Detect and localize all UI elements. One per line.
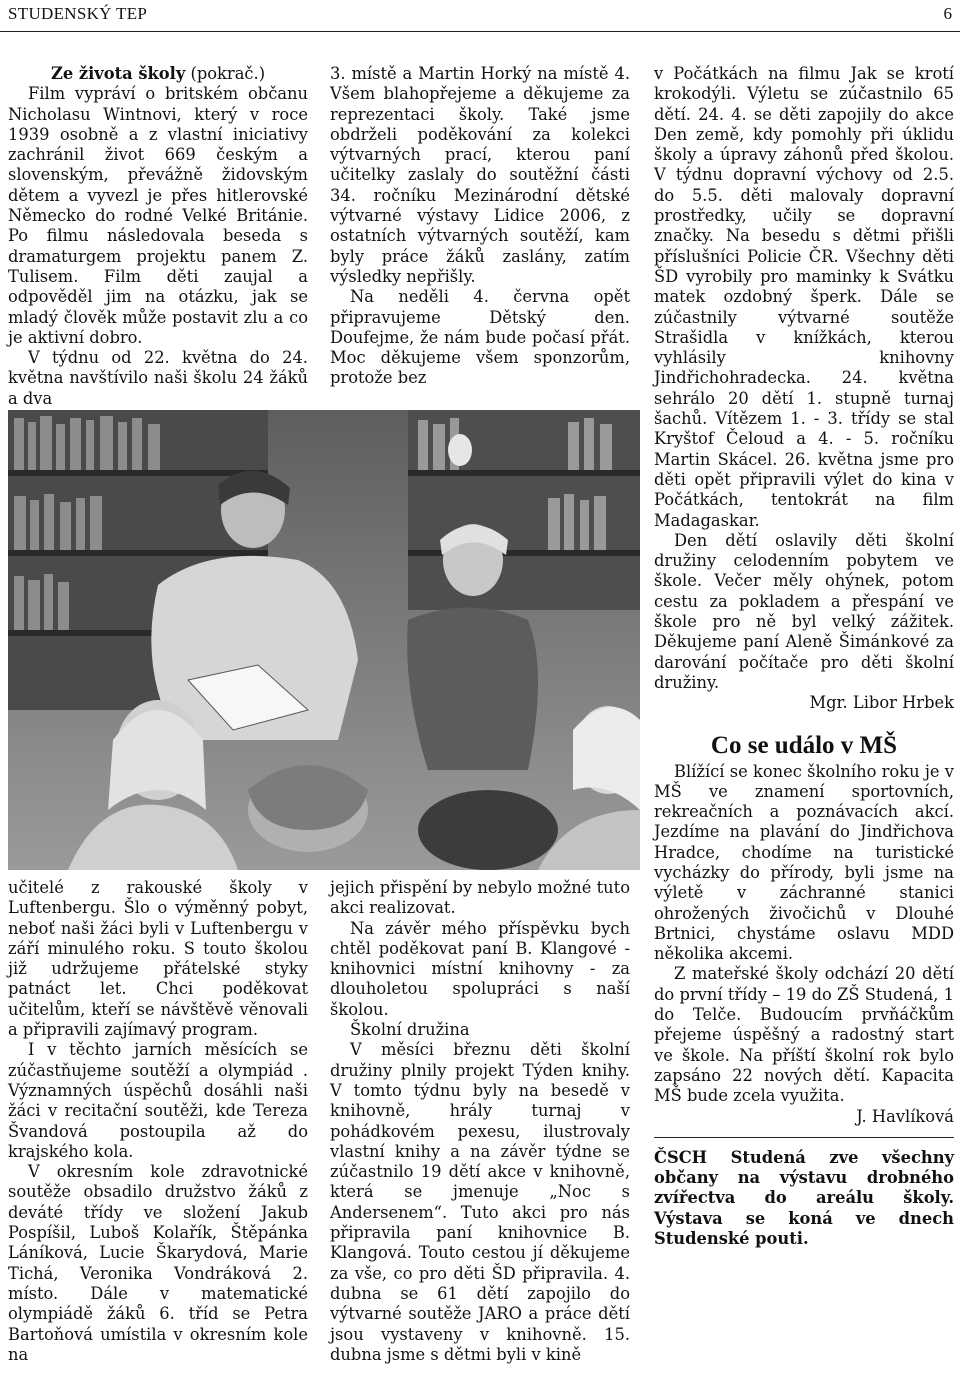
paragraph: Blížící se konec školního roku je v MŠ ve znamení sportovních, rekreačních a poznávacích akcí. Jezdíme na plavání do Jindřichova Hradce, chodíme na turistické vycházky do přírody, byli jsme na výletě v záchranné stanici ohrožených živočichů v Dlouhé Brtnici, chystáme oslavu MDD několika akcemi. (654, 761, 954, 964)
column-2-bottom (330, 878, 630, 1365)
article-heading-ms: Co se událo v MŠ (710, 731, 898, 759)
column-1-bottom (8, 878, 308, 1365)
page-header (0, 0, 960, 32)
newsletter-title: STUDENSKÝ TEP (8, 4, 148, 23)
paragraph: jejich přispění by nebylo možné tuto akci realizovat. (330, 878, 630, 918)
column-1-top (8, 64, 308, 409)
section-heading-druzina: Školní družina (350, 1020, 470, 1040)
paragraph: učitelé z rakouské školy v Luftenbergu. Šlo o výměnný pobyt, neboť naši žáci byli v Luftenbergu v září minulého roku. S touto školou již udržujeme přátelské styky patnáct let. Chci poděkovat učitelům, kteří se návštěvě věnovali a připravili zajímavý program. (8, 878, 308, 1040)
paragraph: Na závěr mého příspěvku bych chtěl poděkovat paní B. Klangové - knihovnici místní knihovny - za dlouholetou spolupráci s naší školou. (330, 918, 630, 1019)
signature: Mgr. Libor Hrbek (809, 693, 954, 713)
article-heading: Ze života školy (50, 64, 186, 83)
paragraph: V okresním kole zdravotnické soutěže obsadilo družstvo žáků z deváté třídy ve složení Jakub Pospíšil, Luboš Kolařík, Štěpánka Láníková, Lucie Škarydová, Marie Tichá, Veronika Vondráková 2. místo. Dále v matematické olympiádě žáků 6. tříd se Petra Bartoňová umístila v okresním kole na (8, 1162, 308, 1364)
paragraph: I v těchto jarních měsících se zúčastňujeme soutěží a olympiád . Významných úspěchů dosáhli naši žáci v recitační soutěži, kde Tereza Švandová postoupila až do krajského kola. (8, 1040, 308, 1161)
column-2-top (330, 64, 630, 389)
paragraph: Den dětí oslavily děti školní družiny celodenním pobytem ve škole. Večer měly ohýnek, potom cestu za pokladem a přespání ve škole pro ně byl velký zážitek. Děkujeme paní Aleně Šimánkové za darování počítače pro děti školní družiny. (654, 530, 954, 692)
paragraph: 3. místě a Martin Horký na místě 4. Všem blahopřejeme a děkujeme za reprezentaci školy. Také jsme obdrželi poděkování za kolekci výtvarných prací, kterou paní učitelky zaslaly do soutěžní části 34. ročníku Mezinárodní dětské výtvarné výstavy Lidice 2006, z ostatních výtvarných soutěží, kam byly práce žáků zaslány, zatím výsledky nepřišly. (330, 64, 630, 286)
column-3 (654, 64, 954, 1249)
page-number: 6 (943, 4, 952, 23)
classroom-photo (8, 410, 640, 870)
notice-text: ČSCH Studená zve všechny občany na výstavu drobného zvířectva do areálu školy. Výstava se koná ve dnech Studenské pouti. (654, 1147, 954, 1249)
paragraph: V týdnu od 22. května do 24. května navštívilo naši školu 24 žáků a dva (8, 348, 308, 408)
paragraph: Na neděli 4. června opět připravujeme Dětský den. Doufejme, že nám bude počasí přát. Moc děkujeme všem sponzorům, protože bez (330, 287, 630, 388)
paragraph: Z mateřské školy odchází 20 dětí do první třídy – 19 do ZŠ Studená, 1 do Telče. Budoucím prvňáčkům přejeme úspěšný a radostný start ve škole. Na příští školní rok bylo zapsáno 22 nových dětí. Kapacita MŠ bude zcela využita. (654, 964, 954, 1106)
paragraph: V měsíci březnu děti školní družiny plnily projekt Týden knihy. V tomto týdnu byly na besedě v knihovně, hrály turnaj v pohádkovém pexesu, ilustrovaly vlastní knihy a na závěr týdne se zúčastnilo 19 dětí akce v knihovně, která se jmenuje „Noc s Andersenem“. Tuto akci pro nás připravila paní knihovnice B. Klangová. Touto cestou jí děkujeme za vše, co pro děti ŠD připravila. 4. dubna se 61 dětí zapojilo do výtvarné soutěže JARO a práce dětí jsou vystaveny v knihovně. 15. dubna jsme s dětmi byli v kině (330, 1040, 630, 1364)
article-heading-line (8, 64, 308, 84)
photo-illustration (8, 410, 640, 870)
article-heading-suffix: (pokrač.) (185, 64, 266, 83)
paragraph: v Počátkách na filmu Jak se krotí krokodýli. Výletu se zúčastnilo 65 dětí. 24. 4. se děti zapojily do akce Den země, kdy pomohly při úklidu školy a úpravy záhonů před školou. V týdnu dopravní výchovy od 2.5. do 5.5. děti malovaly dopravní prostředky, učily se dopravní značky. Na besedu s dětmi přišli příslušníci Policie ČR. Všechny děti ŠD vyrobily pro maminky k Svátku matek ozdobný šperk. Dále se zúčastnily výtvarné soutěže Strašidla v knížkách, kterou vyhlásily knihovny Jindřichohradecka. 24. května sehrálo 20 dětí 1. stupně turnaj šachů. Vítězem 1. - 3. třídy se stal Kryštof Čeloud a 4. - 5. ročníku Martin Skácel. 26. května jsme pro děti opět připravili výlet do kina v Počátkách, tentokrát na film Madagaskar. (654, 64, 954, 530)
paragraph: Film vypráví o britském občanu Nicholasu Wintnovi, který v roce 1939 osobně a z vlastní iniciativy zachránil život 669 českým a slovenským, převážně židovským dětem a vyvezl je přes hitlerovské Německo do rodné Velké Británie. Po filmu následovala beseda s dramaturgem projektu panem Z. Tulisem. Film děti zaujal a odpověděl jim na otázku, jak se mladý člověk může postavit zlu a co je aktivní dobro. (8, 84, 308, 347)
notice-box (654, 1137, 954, 1249)
signature: J. Havlíková (856, 1106, 954, 1126)
